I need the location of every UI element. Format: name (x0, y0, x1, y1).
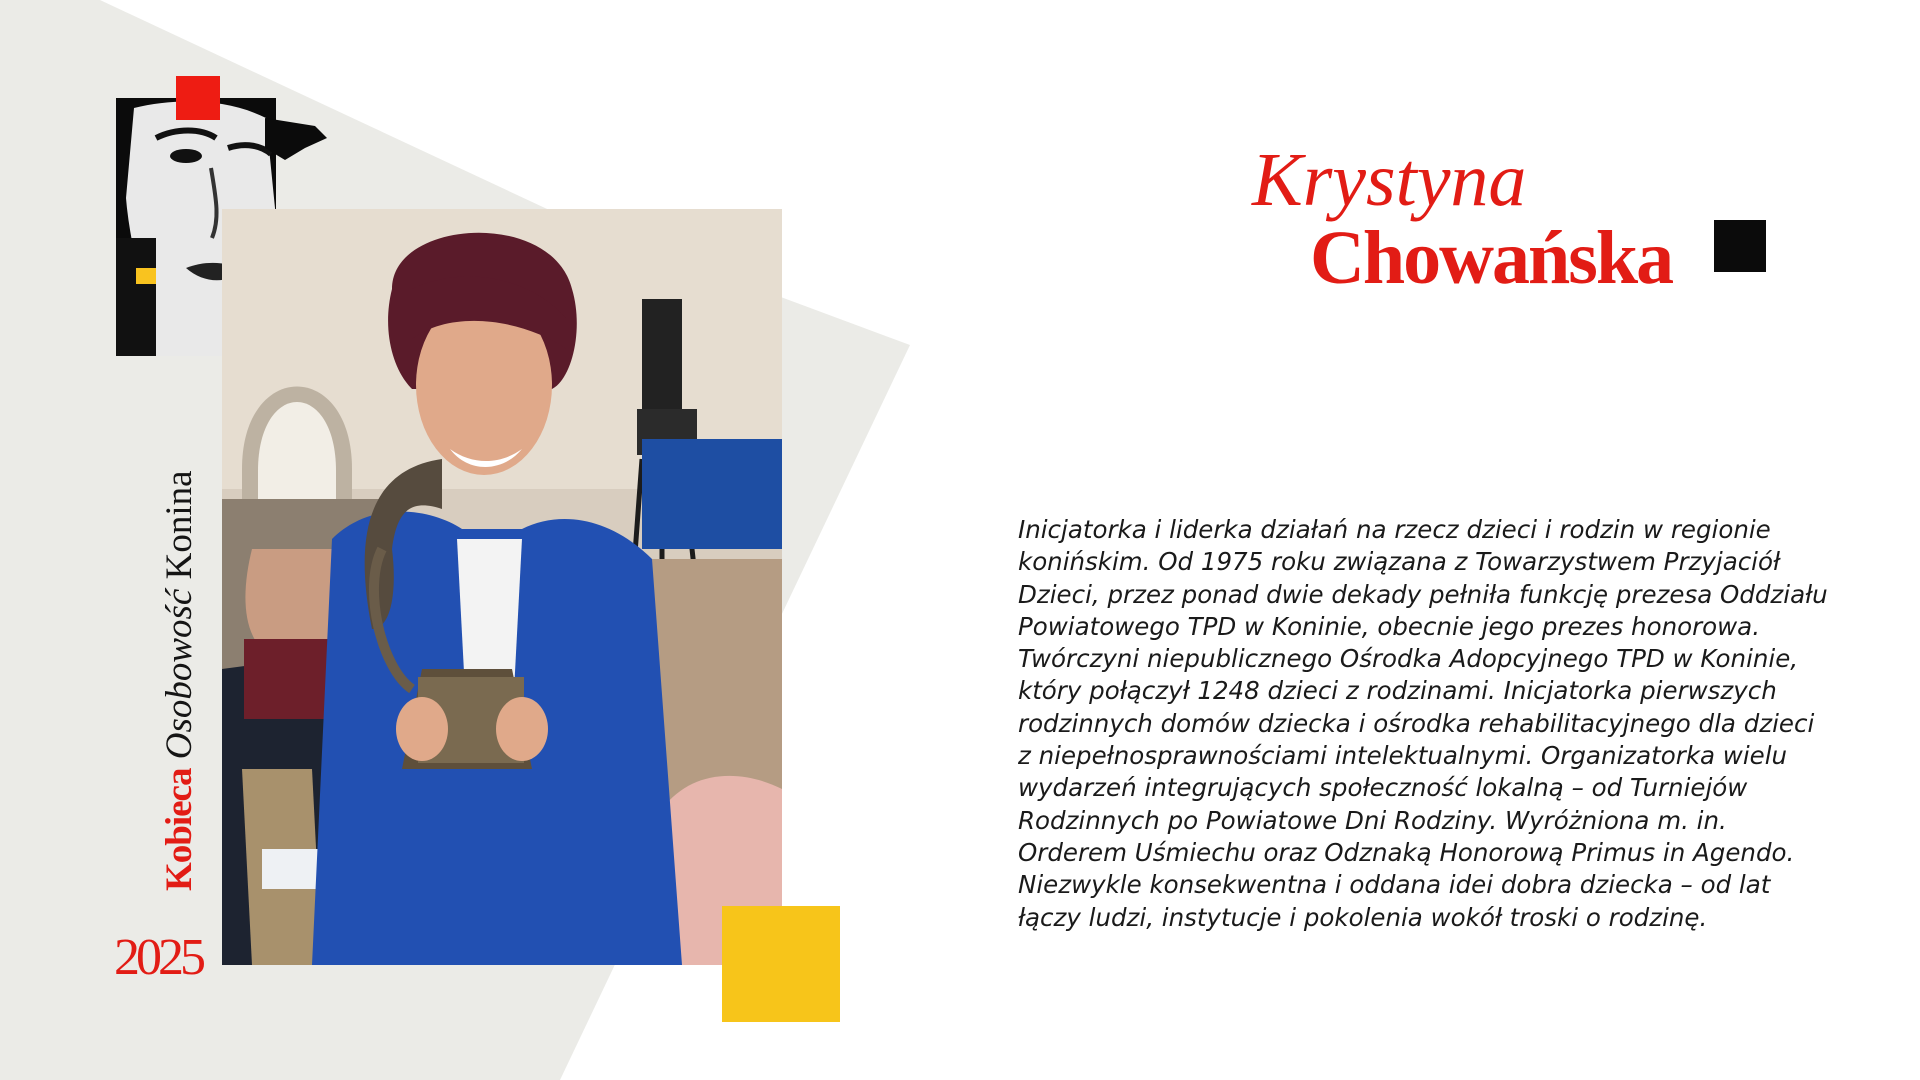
honoree-last-name: Chowańska (1310, 216, 1673, 300)
black-accent-square (1714, 220, 1766, 272)
red-accent-square (176, 76, 220, 120)
event-title-word-2: Osobowość (159, 588, 200, 760)
event-title-word-3: Konina (159, 470, 200, 580)
event-year: 2025 (114, 929, 202, 986)
face-graphic-fragment (265, 118, 327, 160)
yellow-accent-large (722, 906, 840, 1022)
honoree-biography: Inicjatorka i liderka działań na rzecz dzieci i rodzin w regionie konińskim. Od 1975 roku związana z Towarzystwem Przyjaciół Dzieci, przez ponad dwie dekady pełniła funkcję prezesa Oddziału Powiatowego TPD w Koninie, obecnie jego prezes honorowa. Twórczyni niepublicznego Ośrodka Adopcyjnego TPD w Koninie, który połączył 1248 dzieci z rodzinami. Inicjatorka pierwszych rodzinnych domów dziecka i ośrodka rehabilitacyjnego dla dzieci z niepełnosprawnościami intelektualnymi. Organizatorka wielu wydarzeń integrujących społeczność lokalną – od Turniejów Rodzinnych po Powiatowe Dni Rodziny. Wyróżniona m. in. Orderem Uśmiechu oraz Odznaką Honorową Primus in Agendo. Niezwykle konsekwentna i oddana idei dobra dziecka – od lat łączy ludzi, instytucje i pokolenia wokół troski o rodzinę. (1018, 515, 1828, 932)
event-title-vertical (160, 470, 200, 891)
yellow-accent-small (136, 268, 156, 284)
honoree-first-name: Krystyna (1252, 138, 1527, 222)
honoree-photo (222, 209, 782, 965)
event-title-word-1: Kobieca (159, 768, 200, 891)
